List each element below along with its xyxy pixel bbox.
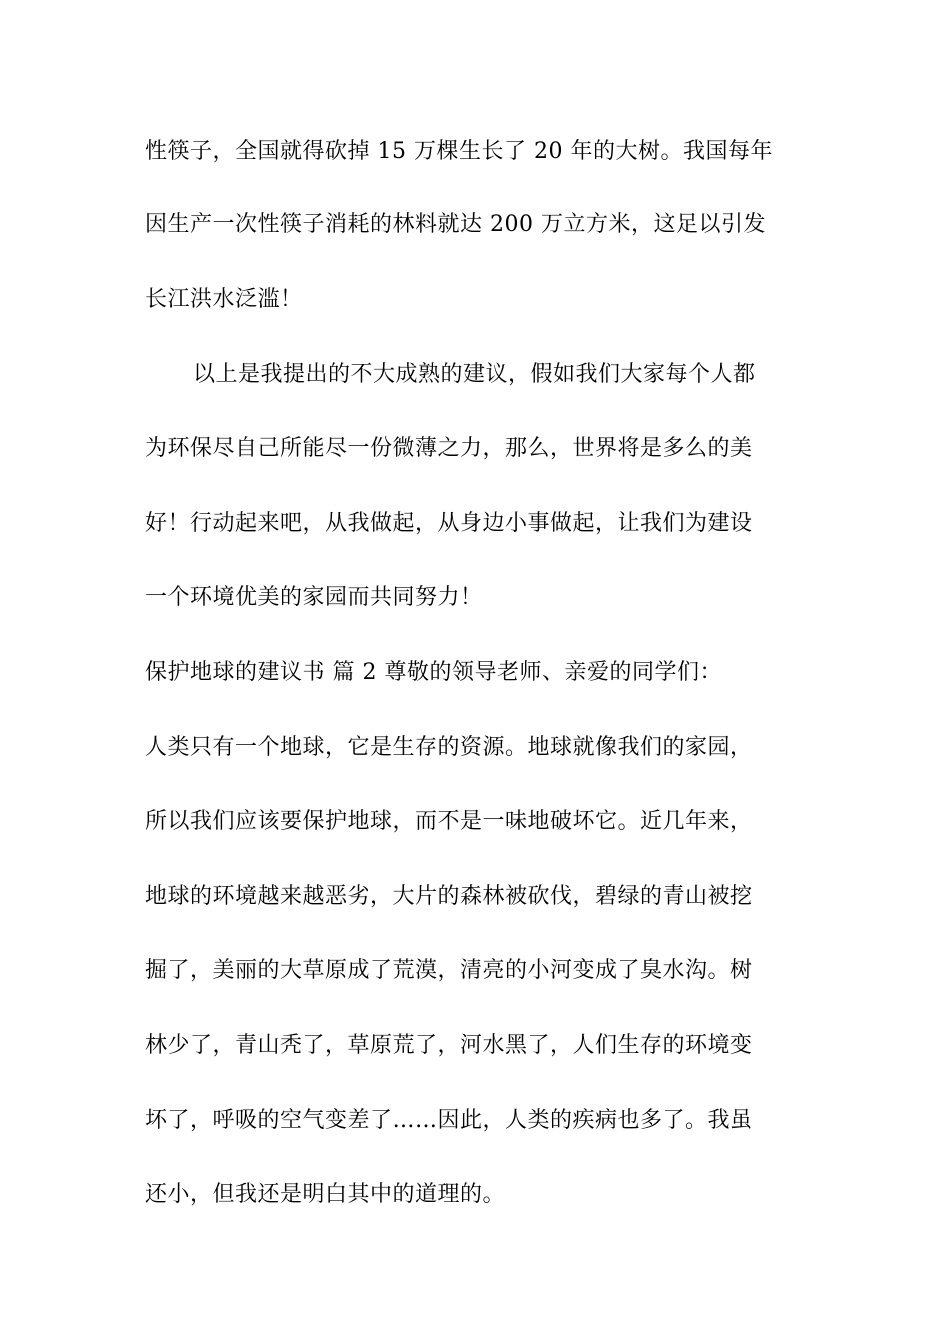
text-line: 为环保尽自己所能尽一份微薄之力，那么，世界将是多么的美 bbox=[145, 436, 753, 461]
text-line: 好！行动起来吧，从我做起，从身边小事做起，让我们为建设 bbox=[145, 511, 753, 536]
text-line: 林少了，青山秃了，草原荒了，河水黑了，人们生存的环境变 bbox=[145, 1033, 753, 1058]
text-line: 长江洪水泛滥！ bbox=[145, 287, 303, 312]
section-heading-line: 保护地球的建议书 篇 2 尊敬的领导老师、亲爱的同学们： bbox=[145, 660, 722, 685]
text-line: 地球的环境越来越恶劣，大片的森林被砍伐，碧绿的青山被挖 bbox=[145, 884, 753, 909]
text-line: 所以我们应该要保护地球，而不是一味地破坏它。近几年来， bbox=[145, 809, 753, 834]
paragraph-start-line: 以上是我提出的不大成熟的建议，假如我们大家每个人都 bbox=[193, 362, 756, 387]
text-line: 性筷子，全国就得砍掉 15 万棵生长了 20 年的大树。我国每年 bbox=[145, 139, 773, 164]
text-line: 人类只有一个地球，它是生存的资源。地球就像我们的家园， bbox=[145, 735, 753, 760]
text-line: 一个环境优美的家园而共同努力！ bbox=[145, 585, 483, 610]
text-line: 因生产一次性筷子消耗的林料就达 200 万立方米，这足以引发 bbox=[145, 212, 766, 237]
text-line: 还小，但我还是明白其中的道理的。 bbox=[145, 1182, 506, 1207]
text-line: 坏了，呼吸的空气变差了……因此，人类的疾病也多了。我虽 bbox=[145, 1108, 753, 1133]
text-line: 掘了，美丽的大草原成了荒漠，清亮的小河变成了臭水沟。树 bbox=[145, 958, 753, 983]
